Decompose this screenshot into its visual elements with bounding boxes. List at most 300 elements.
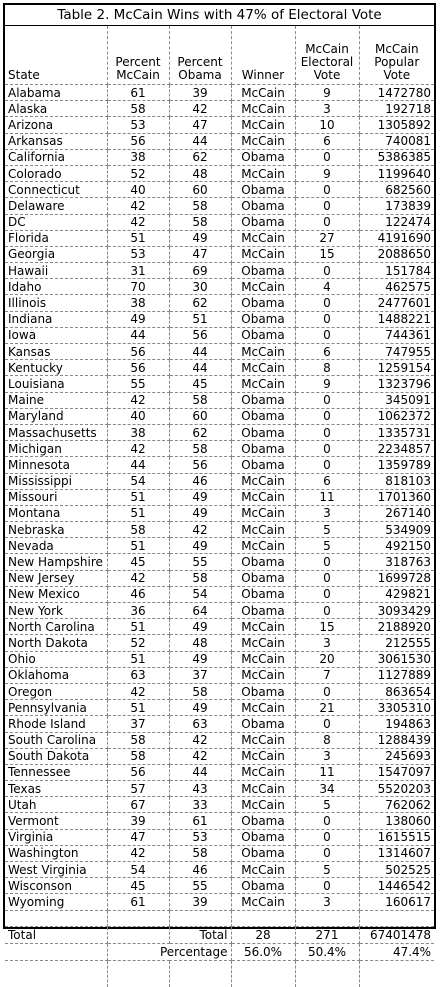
winner-cell: McCain	[231, 781, 295, 797]
electoral-vote-cell: 5	[295, 797, 359, 813]
percent-obama-cell: 51	[169, 311, 231, 327]
electoral-vote-cell: 0	[295, 554, 359, 570]
blank-cell	[107, 910, 169, 926]
state-cell: New Hampshire	[5, 554, 107, 570]
popular-vote-cell: 1446542	[359, 878, 434, 894]
table-row	[5, 764, 434, 780]
percent-mccain-cell: 42	[107, 392, 169, 408]
total-row	[5, 926, 434, 943]
total-electoral-vote: 271	[295, 926, 359, 943]
table-row	[5, 392, 434, 408]
electoral-vote-cell: 0	[295, 408, 359, 424]
table-row	[5, 263, 434, 279]
popular-vote-cell: 138060	[359, 813, 434, 829]
table-row	[5, 182, 434, 198]
table-row	[5, 829, 434, 845]
electoral-vote-cell: 0	[295, 182, 359, 198]
electoral-vote-cell: 3	[295, 101, 359, 117]
electoral-vote-cell: 0	[295, 149, 359, 165]
percent-mccain-cell: 42	[107, 683, 169, 699]
state-cell: Alabama	[5, 85, 107, 101]
table-row	[5, 327, 434, 343]
state-cell: Wyoming	[5, 894, 107, 910]
percent-obama-cell: 55	[169, 554, 231, 570]
table-row	[5, 570, 434, 586]
popular-vote-cell: 345091	[359, 392, 434, 408]
electoral-vote-cell: 20	[295, 651, 359, 667]
popular-vote-cell: 151784	[359, 263, 434, 279]
electoral-vote-cell: 0	[295, 813, 359, 829]
electoral-vote-cell: 5	[295, 522, 359, 538]
percent-obama-cell: 63	[169, 716, 231, 732]
percent-obama-cell: 69	[169, 263, 231, 279]
blank-cell	[5, 910, 107, 926]
electoral-vote-cell: 6	[295, 133, 359, 149]
electoral-vote-cell: 0	[295, 441, 359, 457]
blank-row	[5, 960, 434, 987]
state-cell: DC	[5, 214, 107, 230]
winner-cell: Obama	[231, 441, 295, 457]
state-cell: Kansas	[5, 344, 107, 360]
header-electoral-vote: McCain Electoral Vote	[295, 26, 359, 85]
blank-cell	[107, 926, 169, 943]
electoral-vote-cell: 3	[295, 505, 359, 521]
percent-obama-cell: 42	[169, 748, 231, 764]
electoral-vote-cell: 0	[295, 295, 359, 311]
table-row	[5, 473, 434, 489]
table-row	[5, 748, 434, 764]
winner-cell: Obama	[231, 263, 295, 279]
percent-mccain-cell: 55	[107, 376, 169, 392]
percent-obama-cell: 37	[169, 667, 231, 683]
header-state: State	[5, 26, 107, 85]
popular-vote-cell: 502525	[359, 862, 434, 878]
electoral-vote-cell: 5	[295, 862, 359, 878]
popular-vote-cell: 1359789	[359, 457, 434, 473]
popular-vote-cell: 3093429	[359, 603, 434, 619]
blank-cell	[5, 943, 107, 960]
state-cell: California	[5, 149, 107, 165]
percent-mccain-cell: 63	[107, 667, 169, 683]
winner-cell: Obama	[231, 424, 295, 440]
table-row	[5, 214, 434, 230]
percent-obama-cell: 49	[169, 230, 231, 246]
percent-mccain-cell: 46	[107, 586, 169, 602]
popular-vote-cell: 160617	[359, 894, 434, 910]
percent-mccain-cell: 36	[107, 603, 169, 619]
state-cell: Pennsylvania	[5, 700, 107, 716]
percent-mccain-cell: 53	[107, 246, 169, 262]
percent-obama-cell: 43	[169, 781, 231, 797]
popular-vote-cell: 1314607	[359, 845, 434, 861]
table-row	[5, 101, 434, 117]
state-cell: Illinois	[5, 295, 107, 311]
electoral-vote-cell: 9	[295, 376, 359, 392]
percent-obama-cell: 48	[169, 635, 231, 651]
winner-cell: Obama	[231, 603, 295, 619]
percent-obama-cell: 49	[169, 538, 231, 554]
winner-cell: Obama	[231, 392, 295, 408]
percent-mccain-cell: 40	[107, 408, 169, 424]
electoral-vote-cell: 3	[295, 635, 359, 651]
popular-vote-cell: 1335731	[359, 424, 434, 440]
percent-mccain-cell: 61	[107, 894, 169, 910]
percent-mccain-cell: 51	[107, 230, 169, 246]
popular-vote-cell: 3305310	[359, 700, 434, 716]
state-cell: Oregon	[5, 683, 107, 699]
winner-cell: McCain	[231, 667, 295, 683]
percent-mccain-cell: 58	[107, 748, 169, 764]
table-row	[5, 85, 434, 101]
percentage-row	[5, 943, 434, 960]
winner-cell: McCain	[231, 489, 295, 505]
winner-cell: Obama	[231, 570, 295, 586]
table-frame	[3, 3, 436, 959]
winner-cell: Obama	[231, 829, 295, 845]
percent-mccain-cell: 56	[107, 344, 169, 360]
table-row	[5, 505, 434, 521]
table-row	[5, 781, 434, 797]
percent-mccain-cell: 61	[107, 85, 169, 101]
popular-vote-cell: 245693	[359, 748, 434, 764]
winner-cell: McCain	[231, 862, 295, 878]
winner-cell: McCain	[231, 894, 295, 910]
winner-cell: Obama	[231, 683, 295, 699]
table-row	[5, 198, 434, 214]
electoral-vote-cell: 0	[295, 683, 359, 699]
electoral-vote-cell: 34	[295, 781, 359, 797]
percent-mccain-cell: 54	[107, 473, 169, 489]
table-row	[5, 797, 434, 813]
percent-mccain-cell: 53	[107, 117, 169, 133]
percent-mccain-cell: 56	[107, 133, 169, 149]
percent-mccain-cell: 58	[107, 522, 169, 538]
table-row	[5, 489, 434, 505]
percent-mccain-cell: 40	[107, 182, 169, 198]
electoral-vote-cell: 0	[295, 214, 359, 230]
electoral-vote-cell: 7	[295, 667, 359, 683]
state-cell: Louisiana	[5, 376, 107, 392]
table-row	[5, 133, 434, 149]
percent-mccain-cell: 51	[107, 489, 169, 505]
table-title: Table 2. McCain Wins with 47% of Electoral Vote	[5, 5, 434, 26]
state-cell: Virginia	[5, 829, 107, 845]
percent-mccain-cell: 58	[107, 101, 169, 117]
percent-obama-cell: 42	[169, 522, 231, 538]
state-cell: Missouri	[5, 489, 107, 505]
winner-cell: McCain	[231, 732, 295, 748]
state-cell: Nebraska	[5, 522, 107, 538]
table-row	[5, 246, 434, 262]
table-row	[5, 845, 434, 861]
percent-obama-cell: 54	[169, 586, 231, 602]
popular-vote-cell: 267140	[359, 505, 434, 521]
electoral-vote-cell: 6	[295, 473, 359, 489]
electoral-vote-cell: 5	[295, 538, 359, 554]
winner-cell: Obama	[231, 408, 295, 424]
state-cell: Texas	[5, 781, 107, 797]
state-cell: Maine	[5, 392, 107, 408]
state-cell: Indiana	[5, 311, 107, 327]
percent-mccain-cell: 51	[107, 619, 169, 635]
popular-vote-cell: 192718	[359, 101, 434, 117]
popular-vote-cell: 1259154	[359, 360, 434, 376]
state-cell: Maryland	[5, 408, 107, 424]
percent-obama-cell: 58	[169, 845, 231, 861]
table-row	[5, 862, 434, 878]
percent-obama-cell: 60	[169, 408, 231, 424]
popular-vote-cell: 762062	[359, 797, 434, 813]
popular-vote-cell: 1615515	[359, 829, 434, 845]
winner-cell: McCain	[231, 376, 295, 392]
popular-vote-cell: 863654	[359, 683, 434, 699]
percent-mccain-cell: 38	[107, 295, 169, 311]
electoral-vote-cell: 6	[295, 344, 359, 360]
percent-mccain-cell: 56	[107, 360, 169, 376]
popular-vote-cell: 2088650	[359, 246, 434, 262]
electoral-vote-cell: 11	[295, 489, 359, 505]
table-row	[5, 894, 434, 910]
popular-vote-cell: 747955	[359, 344, 434, 360]
electoral-vote-cell: 0	[295, 878, 359, 894]
electoral-vote-cell: 0	[295, 716, 359, 732]
winner-cell: McCain	[231, 360, 295, 376]
table-row	[5, 878, 434, 894]
state-cell: Michigan	[5, 441, 107, 457]
state-cell: Arkansas	[5, 133, 107, 149]
winner-cell: McCain	[231, 230, 295, 246]
popular-vote-cell: 2477601	[359, 295, 434, 311]
title-row	[5, 5, 434, 26]
popular-vote-cell: 5520203	[359, 781, 434, 797]
state-cell: Oklahoma	[5, 667, 107, 683]
percent-mccain-cell: 39	[107, 813, 169, 829]
electoral-vote-cell: 0	[295, 586, 359, 602]
table-row	[5, 667, 434, 683]
winner-cell: Obama	[231, 182, 295, 198]
percent-obama-cell: 58	[169, 198, 231, 214]
table-row	[5, 360, 434, 376]
percent-obama-cell: 62	[169, 295, 231, 311]
percent-mccain-cell: 47	[107, 829, 169, 845]
state-cell: Iowa	[5, 327, 107, 343]
percent-obama-cell: 44	[169, 133, 231, 149]
blank-cell	[107, 960, 169, 987]
winner-cell: McCain	[231, 522, 295, 538]
total-winner-count: 28	[231, 926, 295, 943]
percent-obama-cell: 53	[169, 829, 231, 845]
percent-mccain-cell: 44	[107, 457, 169, 473]
winner-cell: Obama	[231, 327, 295, 343]
electoral-table	[5, 5, 434, 987]
percent-obama-cell: 46	[169, 473, 231, 489]
electoral-vote-cell: 9	[295, 165, 359, 181]
percent-obama-cell: 62	[169, 424, 231, 440]
winner-cell: McCain	[231, 764, 295, 780]
blank-cell	[359, 910, 434, 926]
state-cell: New York	[5, 603, 107, 619]
percent-obama-cell: 44	[169, 360, 231, 376]
table-row	[5, 619, 434, 635]
percent-obama-cell: 56	[169, 457, 231, 473]
state-cell: Ohio	[5, 651, 107, 667]
percent-mccain-cell: 70	[107, 279, 169, 295]
winner-cell: McCain	[231, 538, 295, 554]
percent-obama-cell: 45	[169, 376, 231, 392]
electoral-vote-cell: 3	[295, 748, 359, 764]
percent-obama-cell: 49	[169, 505, 231, 521]
table-row	[5, 522, 434, 538]
state-cell: Washington	[5, 845, 107, 861]
percent-obama-cell: 49	[169, 489, 231, 505]
electoral-vote-cell: 0	[295, 263, 359, 279]
popular-vote-cell: 1488221	[359, 311, 434, 327]
winner-cell: McCain	[231, 344, 295, 360]
percent-obama-cell: 61	[169, 813, 231, 829]
winner-cell: Obama	[231, 311, 295, 327]
percent-mccain-cell: 57	[107, 781, 169, 797]
winner-cell: McCain	[231, 117, 295, 133]
header-winner: Winner	[231, 26, 295, 85]
total-label: Total	[5, 926, 107, 943]
popular-vote-cell: 1547097	[359, 764, 434, 780]
winner-cell: McCain	[231, 165, 295, 181]
state-cell: New Mexico	[5, 586, 107, 602]
winner-cell: McCain	[231, 279, 295, 295]
percent-mccain-cell: 37	[107, 716, 169, 732]
state-cell: Mississippi	[5, 473, 107, 489]
table-row	[5, 376, 434, 392]
table-row	[5, 344, 434, 360]
electoral-vote-cell: 0	[295, 457, 359, 473]
percent-mccain-cell: 52	[107, 165, 169, 181]
state-cell: Vermont	[5, 813, 107, 829]
electoral-vote-cell: 21	[295, 700, 359, 716]
percent-mccain-cell: 52	[107, 635, 169, 651]
table-row	[5, 457, 434, 473]
percent-mccain-cell: 51	[107, 651, 169, 667]
state-cell: Wisconson	[5, 878, 107, 894]
popular-vote-cell: 1305892	[359, 117, 434, 133]
blank-cell	[295, 960, 359, 987]
state-cell: Arizona	[5, 117, 107, 133]
blank-cell	[169, 910, 231, 926]
state-cell: Florida	[5, 230, 107, 246]
popular-vote-cell: 682560	[359, 182, 434, 198]
popular-vote-cell: 173839	[359, 198, 434, 214]
table-row	[5, 813, 434, 829]
percent-obama-cell: 64	[169, 603, 231, 619]
header-popular-vote: McCain Popular Vote	[359, 26, 434, 85]
blank-cell	[359, 960, 434, 987]
popular-vote-cell: 462575	[359, 279, 434, 295]
popular-vote-cell: 212555	[359, 635, 434, 651]
percentage-electoral: 50.4%	[295, 943, 359, 960]
table-row	[5, 408, 434, 424]
percent-mccain-cell: 44	[107, 327, 169, 343]
percent-mccain-cell: 67	[107, 797, 169, 813]
table-row	[5, 716, 434, 732]
blank-cell	[5, 960, 107, 987]
percent-mccain-cell: 42	[107, 570, 169, 586]
percent-obama-cell: 62	[169, 149, 231, 165]
popular-vote-cell: 429821	[359, 586, 434, 602]
state-cell: Hawaii	[5, 263, 107, 279]
percent-obama-cell: 39	[169, 85, 231, 101]
percent-mccain-cell: 42	[107, 845, 169, 861]
winner-cell: McCain	[231, 85, 295, 101]
percent-mccain-cell: 49	[107, 311, 169, 327]
percentage-winner: 56.0%	[231, 943, 295, 960]
winner-cell: Obama	[231, 198, 295, 214]
percent-obama-cell: 49	[169, 651, 231, 667]
percent-obama-cell: 48	[169, 165, 231, 181]
percent-mccain-cell: 45	[107, 554, 169, 570]
state-cell: Utah	[5, 797, 107, 813]
popular-vote-cell: 194863	[359, 716, 434, 732]
popular-vote-cell: 740081	[359, 133, 434, 149]
header-percent-obama: Percent Obama	[169, 26, 231, 85]
electoral-vote-cell: 3	[295, 894, 359, 910]
winner-cell: Obama	[231, 813, 295, 829]
winner-cell: Obama	[231, 586, 295, 602]
percent-obama-cell: 42	[169, 732, 231, 748]
percent-mccain-cell: 42	[107, 198, 169, 214]
popular-vote-cell: 534909	[359, 522, 434, 538]
state-cell: Kentucky	[5, 360, 107, 376]
percent-mccain-cell: 45	[107, 878, 169, 894]
table-row	[5, 117, 434, 133]
popular-vote-cell: 818103	[359, 473, 434, 489]
table-row	[5, 651, 434, 667]
winner-cell: Obama	[231, 878, 295, 894]
electoral-vote-cell: 8	[295, 360, 359, 376]
electoral-vote-cell: 0	[295, 327, 359, 343]
blank-cell	[231, 910, 295, 926]
table-row	[5, 279, 434, 295]
table-row	[5, 230, 434, 246]
total-popular-vote: 67401478	[359, 926, 434, 943]
popular-vote-cell: 4191690	[359, 230, 434, 246]
percent-mccain-cell: 42	[107, 214, 169, 230]
percentage-label: Percentage	[107, 943, 231, 960]
winner-cell: McCain	[231, 700, 295, 716]
state-cell: Delaware	[5, 198, 107, 214]
electoral-vote-cell: 0	[295, 392, 359, 408]
percent-obama-cell: 44	[169, 344, 231, 360]
percent-obama-cell: 39	[169, 894, 231, 910]
table-row	[5, 554, 434, 570]
electoral-vote-cell: 0	[295, 570, 359, 586]
electoral-vote-cell: 0	[295, 829, 359, 845]
state-cell: Alaska	[5, 101, 107, 117]
percent-obama-cell: 33	[169, 797, 231, 813]
percent-obama-cell: 58	[169, 392, 231, 408]
percent-obama-cell: 30	[169, 279, 231, 295]
percent-mccain-cell: 31	[107, 263, 169, 279]
popular-vote-cell: 744361	[359, 327, 434, 343]
table-row	[5, 311, 434, 327]
popular-vote-cell: 5386385	[359, 149, 434, 165]
winner-cell: Obama	[231, 457, 295, 473]
electoral-vote-cell: 10	[295, 117, 359, 133]
popular-vote-cell: 1127889	[359, 667, 434, 683]
popular-vote-cell: 1062372	[359, 408, 434, 424]
electoral-vote-cell: 8	[295, 732, 359, 748]
state-cell: Minnesota	[5, 457, 107, 473]
popular-vote-cell: 1323796	[359, 376, 434, 392]
state-cell: Connecticut	[5, 182, 107, 198]
